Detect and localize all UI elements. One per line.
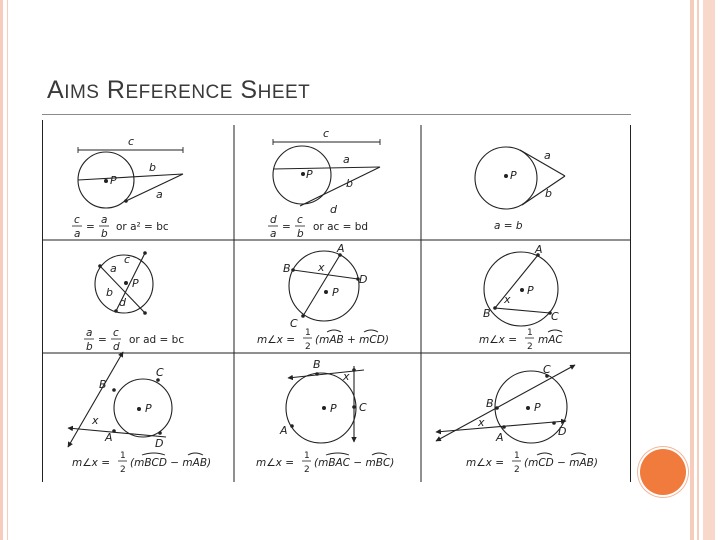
right-border-stripe [690, 0, 694, 540]
svg-text:A: A [496, 431, 504, 444]
label-a: a [156, 188, 163, 201]
formula-r3c1: (mBCD − mAB) [130, 457, 212, 469]
svg-text:x: x [92, 414, 99, 427]
svg-text:x: x [318, 261, 325, 274]
svg-text:A: A [337, 242, 345, 255]
svg-text:m∠x =: m∠x = [479, 334, 517, 346]
svg-text:1: 1 [305, 328, 311, 338]
right-border-stripe-thin [697, 0, 699, 540]
svg-text:d: d [270, 214, 277, 226]
reference-sheet-figure [42, 120, 631, 482]
svg-text:P: P [527, 284, 534, 297]
svg-text:D: D [359, 273, 368, 286]
formula-r1c1: or a² = bc [116, 221, 169, 233]
cell-r3c3 [436, 363, 598, 475]
svg-text:c: c [323, 127, 330, 140]
svg-text:d: d [113, 341, 120, 353]
cell-r1c2 [268, 127, 380, 240]
svg-text:C: C [290, 317, 298, 330]
left-border-stripe [0, 0, 3, 540]
svg-text:P: P [145, 402, 152, 415]
formula-r1c2: or ac = bd [313, 221, 369, 233]
svg-text:C: C [551, 310, 559, 323]
svg-text:b: b [346, 177, 353, 190]
svg-text:a: a [343, 153, 350, 166]
right-border-stripe-wide [703, 0, 715, 540]
cell-r3c1 [68, 352, 211, 475]
svg-text:c: c [74, 214, 80, 226]
svg-text:c: c [113, 327, 119, 339]
svg-text:b: b [101, 228, 108, 240]
svg-text:D: D [558, 425, 567, 438]
svg-text:P: P [510, 169, 517, 182]
svg-text:B: B [313, 358, 321, 371]
cell-r1c1 [72, 135, 183, 240]
svg-text:x: x [504, 293, 511, 306]
svg-text:B: B [486, 397, 494, 410]
svg-text:B: B [99, 378, 107, 391]
svg-text:c: c [124, 253, 131, 266]
svg-text:a: a [544, 149, 551, 162]
cell-r2c2 [257, 242, 389, 352]
svg-text:=: = [98, 334, 107, 346]
cell-r1c3 [475, 147, 565, 232]
left-border-stripe-thin [7, 0, 8, 540]
svg-text:P: P [332, 286, 339, 299]
svg-text:A: A [280, 424, 288, 437]
svg-text:P: P [534, 401, 541, 414]
svg-text:A: A [535, 243, 543, 256]
title-underline [42, 114, 631, 115]
svg-text:1: 1 [527, 328, 533, 338]
svg-text:2: 2 [304, 465, 310, 475]
svg-text:x: x [478, 416, 485, 429]
svg-text:b: b [106, 286, 113, 299]
cell-r2c1 [84, 251, 184, 353]
svg-text:d: d [330, 203, 337, 216]
svg-text:1: 1 [120, 451, 126, 461]
svg-text:B: B [483, 307, 491, 320]
table-grid [42, 120, 631, 482]
svg-text:m∠x =: m∠x = [256, 457, 294, 469]
formula-r2c3: mAC [538, 334, 563, 346]
formula-r2c1: or ad = bc [129, 334, 185, 346]
label-c: c [128, 135, 135, 148]
svg-text:a: a [270, 228, 277, 240]
svg-text:P: P [306, 168, 313, 181]
svg-text:=: = [282, 221, 291, 233]
formula-r1c3: a = b [494, 220, 523, 232]
svg-text:a: a [74, 228, 81, 240]
svg-text:C: C [543, 363, 551, 376]
svg-text:2: 2 [514, 465, 520, 475]
svg-text:b: b [86, 341, 93, 353]
svg-text:A: A [105, 431, 113, 444]
svg-text:a: a [86, 327, 93, 339]
formula-r3c2: (mBAC − mBC) [314, 457, 395, 469]
svg-text:2: 2 [120, 465, 126, 475]
svg-text:C: C [359, 401, 367, 414]
svg-text:P: P [330, 402, 337, 415]
svg-text:d: d [119, 296, 126, 309]
svg-text:m∠x =: m∠x = [257, 334, 295, 346]
svg-text:a: a [101, 214, 108, 226]
svg-text:m∠x =: m∠x = [466, 457, 504, 469]
slide-decoration-circle [640, 449, 686, 495]
svg-text:=: = [86, 221, 95, 233]
svg-text:x: x [343, 370, 350, 383]
label-b: b [149, 161, 156, 174]
svg-text:2: 2 [527, 342, 533, 352]
formula-r3c3: (mCD − mAB) [524, 457, 598, 469]
svg-text:b: b [297, 228, 304, 240]
svg-text:a: a [110, 262, 117, 275]
svg-text:B: B [283, 262, 291, 275]
label-P: P [110, 174, 117, 187]
svg-text:m∠x =: m∠x = [72, 457, 110, 469]
cell-r2c3 [479, 243, 563, 352]
svg-text:1: 1 [514, 451, 520, 461]
formula-r2c2: (mAB + mCD) [315, 334, 389, 346]
svg-text:c: c [297, 214, 303, 226]
reference-sheet-svg [42, 120, 631, 482]
svg-text:b: b [545, 187, 552, 200]
cell-r3c2 [256, 358, 394, 475]
svg-text:P: P [132, 277, 139, 290]
svg-text:C: C [156, 366, 164, 379]
svg-text:2: 2 [305, 342, 311, 352]
slide-title: AIMS REFERENCE SHEET [47, 76, 311, 104]
svg-text:D: D [155, 437, 164, 450]
svg-text:1: 1 [304, 451, 310, 461]
